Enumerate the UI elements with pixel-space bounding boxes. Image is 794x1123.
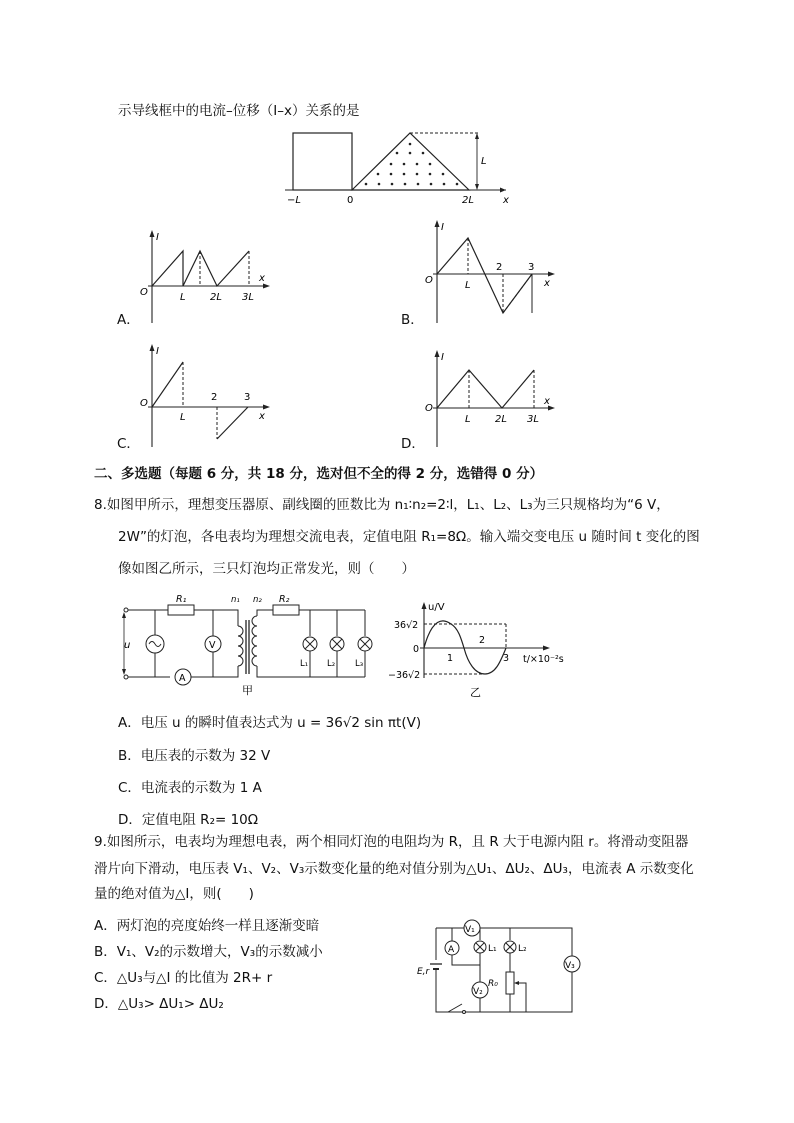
rheostat-r0	[506, 972, 514, 994]
svg-text:2: 2	[496, 262, 503, 273]
svg-text:L₂: L₂	[327, 659, 336, 669]
svg-text:x: x	[259, 273, 265, 284]
q7-option-c-letter[interactable]: C．	[117, 436, 140, 452]
svg-text:t/×10⁻²s: t/×10⁻²s	[523, 654, 564, 665]
label-x: x	[503, 195, 509, 206]
q9-option-a[interactable]: A．两灯泡的亮度始终一样且逐渐变暗	[94, 918, 320, 934]
secondary-coil	[252, 616, 257, 666]
svg-text:O: O	[140, 287, 148, 298]
q8-option-d[interactable]: D．定值电阻 R₂= 10Ω	[118, 812, 259, 828]
svg-text:R₀: R₀	[488, 979, 498, 989]
svg-text:u/V: u/V	[428, 602, 445, 613]
caption-yi: 乙	[470, 686, 481, 699]
q7-option-d-graph[interactable]	[423, 346, 563, 450]
q9-stem-line-3: 量的绝对值为△I，则( )	[94, 886, 254, 902]
label-neg-L: −L	[287, 195, 301, 206]
svg-text:L₃: L₃	[355, 659, 364, 669]
svg-text:E,r: E,r	[417, 967, 430, 977]
svg-text:3L: 3L	[527, 414, 539, 425]
svg-text:I: I	[441, 222, 444, 233]
q7-option-b-letter[interactable]: B．	[401, 312, 424, 328]
svg-text:R₂: R₂	[279, 594, 290, 605]
q8-circuit-figure-jia	[118, 588, 386, 698]
q8-stem-line-3: 像如图乙所示，三只灯泡均正常发光，则（ ）	[118, 561, 415, 577]
svg-text:x: x	[544, 396, 550, 407]
svg-text:V: V	[209, 640, 216, 651]
svg-text:−36√2: −36√2	[388, 670, 421, 681]
svg-text:2: 2	[211, 392, 218, 403]
svg-text:O: O	[425, 275, 433, 286]
primary-coil	[238, 626, 243, 666]
q7-main-figure	[280, 128, 520, 206]
q9-stem-line-1: 9.如图所示，电表均为理想电表，两个相同灯泡的电阻均为 R，且 R 大于电源内阻 r。将滑动变阻器	[94, 834, 689, 850]
x-axis-arrow	[500, 188, 506, 193]
svg-text:I: I	[156, 346, 159, 357]
q7-option-c-graph[interactable]	[138, 340, 278, 450]
resistor-r1	[168, 605, 194, 615]
svg-text:3: 3	[244, 392, 251, 403]
svg-text:L₁: L₁	[300, 659, 309, 669]
svg-text:36√2: 36√2	[394, 620, 419, 631]
q9-stem-line-2: 滑片向下滑动，电压表 V₁、V₂、V₃示数变化量的绝对值分别为△U₁、ΔU₂、ΔU₃，电流表 A 示数变化	[94, 861, 694, 877]
svg-text:O: O	[140, 398, 148, 409]
svg-text:A: A	[179, 673, 186, 684]
svg-text:n₂: n₂	[253, 595, 262, 605]
svg-text:R₁: R₁	[176, 594, 187, 605]
q8-stem-line-1: 8.如图甲所示，理想变压器原、副线圈的匝数比为 n₁∶n₂=2∶l，L₁、L₂、L₃为三只规格均为“6 V，	[94, 497, 670, 513]
label-2L: 2L	[462, 195, 474, 206]
svg-text:A: A	[448, 945, 455, 955]
label-L: L	[481, 156, 487, 167]
svg-text:x: x	[259, 411, 265, 422]
q8-voltage-graph-yi	[388, 598, 580, 700]
svg-text:3L: 3L	[242, 292, 254, 303]
triangle-field	[352, 133, 469, 190]
svg-text:L: L	[465, 280, 471, 291]
caption-jia: 甲	[242, 684, 253, 697]
square-loop	[293, 133, 352, 190]
svg-text:0: 0	[413, 644, 420, 655]
svg-text:2L: 2L	[210, 292, 222, 303]
svg-text:L₂: L₂	[518, 944, 527, 954]
q8-option-a[interactable]: A．电压 u 的瞬时值表达式为 u = 36√2 sin πt(V)	[118, 715, 422, 731]
svg-text:L: L	[180, 292, 186, 303]
resistor-r2	[273, 605, 299, 615]
svg-text:x: x	[544, 278, 550, 289]
svg-text:2: 2	[479, 635, 486, 646]
q9-option-b[interactable]: B．V₁、V₂的示数增大，V₃的示数减小	[94, 944, 323, 960]
svg-text:L₁: L₁	[488, 944, 497, 954]
q7-option-a-graph[interactable]	[138, 226, 278, 326]
svg-text:n₁: n₁	[231, 595, 240, 605]
svg-text:3: 3	[528, 262, 535, 273]
section-2-heading: 二、多选题（每题 6 分，共 18 分，选对但不全的得 2 分，选错得 0 分）	[94, 466, 544, 482]
svg-text:O: O	[425, 403, 433, 414]
q7-option-d-letter[interactable]: D．	[401, 436, 425, 452]
svg-text:2L: 2L	[495, 414, 507, 425]
label-zero: 0	[347, 195, 354, 206]
svg-text:I: I	[156, 232, 159, 243]
q7-option-b-graph[interactable]	[423, 216, 563, 326]
svg-text:1: 1	[447, 653, 454, 664]
q7-stem-tail: 示导线框中的电流–位移（I–x）关系的是	[118, 103, 360, 119]
q8-stem-line-2: 2W”的灯泡，各电表均为理想交流电表，定值电阻 R₁=8Ω。输入端交变电压 u 随时间 t 变化的图	[118, 529, 700, 545]
svg-text:u: u	[124, 640, 131, 651]
q8-option-c[interactable]: C．电流表的示数为 1 A	[118, 780, 262, 796]
q8-option-b[interactable]: B．电压表的示数为 32 V	[118, 748, 271, 764]
svg-text:3: 3	[503, 653, 510, 664]
svg-text:L: L	[180, 412, 186, 423]
q9-circuit-figure	[414, 910, 584, 1020]
switch	[448, 1004, 462, 1012]
svg-text:V₃: V₃	[565, 961, 575, 971]
svg-text:V₁: V₁	[465, 925, 475, 935]
sine-wave	[424, 621, 506, 674]
svg-text:V₂: V₂	[473, 987, 483, 997]
q9-option-d[interactable]: D．△U₃> ΔU₁> ΔU₂	[94, 996, 224, 1012]
q7-option-a-letter[interactable]: A．	[117, 312, 140, 328]
svg-text:I: I	[441, 352, 444, 363]
svg-text:L: L	[465, 414, 471, 425]
q9-option-c[interactable]: C．△U₃与△I 的比值为 2R+ r	[94, 970, 273, 986]
